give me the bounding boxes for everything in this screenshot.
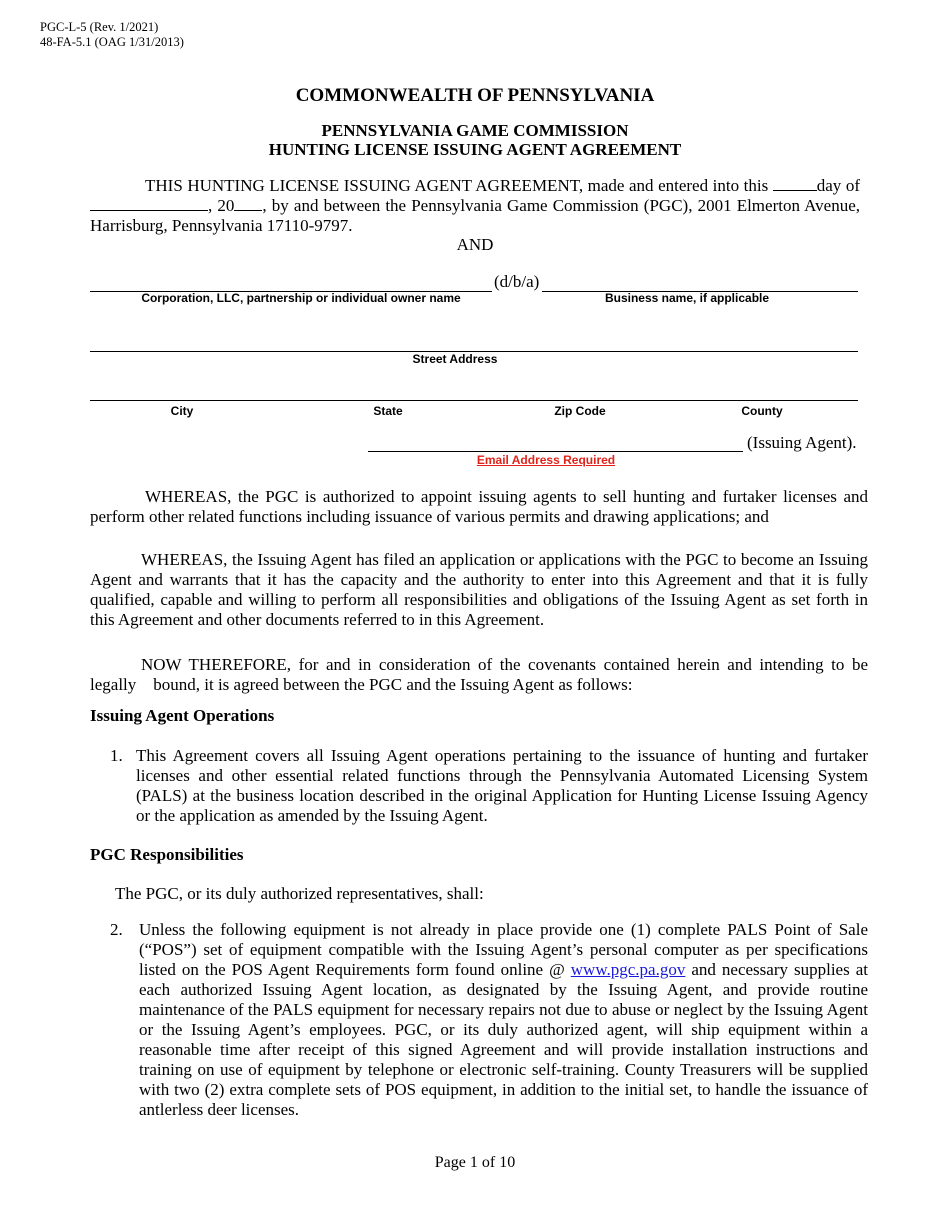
item-2 (110, 920, 868, 1120)
business-name-label: Business name, if applicable (604, 291, 770, 305)
day-blank[interactable] (773, 176, 817, 191)
street-address-label: Street Address (412, 352, 498, 366)
oag-number: 48-FA-5.1 (OAG 1/31/2013) (40, 34, 184, 49)
zip-code-label: Zip Code (554, 404, 606, 418)
item-2-text-b: and necessary supplies at each authorized Issuing Agent location, as designated by the Issuing Agent, and provide routine maintenance of the PALS equipment for necessary repairs not due to abuse or neglect by the Issuing Agent or the Issuing Agent’s employees. PGC, or its duly authorized agent, will ship equipment within a reasonable time after receipt of this signed Agreement and will provide installation instructions and training on use of equipment by telephone or electronic self-training. County Treasurers will be supplied with two (2) extra complete sets of POS equipment, in addition to the initial set, to handle the issuance of antlerless deer licenses. (139, 960, 868, 1119)
item-1-text: This Agreement covers all Issuing Agent operations pertaining to the issuance of hunting and furtaker licenses and other essential related functions through the Pennsylvania Automated Licensing System (PALS) at the business location described in the original Application for Hunting License Issuing Agency or the application as amended by the Issuing Agent. (136, 746, 868, 825)
pgc-website-link[interactable]: www.pgc.pa.gov (570, 960, 686, 979)
form-identifier (40, 20, 184, 49)
state-label: State (373, 404, 403, 418)
item-2-text-a: Unless the following equipment is not already in place provide one (1) complete PALS Point of Sale (“POS”) set of equipment compatible with the Issuing Agent’s personal computer as per specifications listed on the POS Agent Requirements form found online @ (139, 920, 868, 979)
month-blank[interactable] (90, 196, 208, 211)
now-therefore-text: NOW THEREFORE, for and in consideration of the covenants contained herein and intending to be legally bound, it is agreed between the PGC and the Issuing Agent as follows: (90, 655, 873, 694)
email-line[interactable] (368, 451, 743, 452)
issuing-agent-label: (Issuing Agent). (747, 433, 857, 452)
page-number: Page 1 of 10 (434, 1154, 516, 1171)
pgc-responsibilities-heading: PGC Responsibilities (90, 845, 244, 864)
operations-heading: Issuing Agent Operations (90, 706, 275, 725)
intro-paragraph (90, 176, 860, 236)
commission-title: PENNSYLVANIA GAME COMMISSION (321, 121, 629, 140)
intro-part3: , 20 (208, 196, 235, 215)
item-1 (110, 746, 868, 826)
county-label: County (741, 404, 783, 418)
document-title: COMMONWEALTH OF PENNSYLVANIA (295, 85, 655, 106)
item-2-number: 2. (110, 920, 123, 939)
whereas-paragraph-2 (90, 550, 868, 630)
intro-part2: day of (816, 176, 860, 195)
and-label: AND (456, 235, 494, 254)
now-therefore-paragraph (90, 655, 873, 695)
pgc-intro: The PGC, or its duly authorized representatives, shall: (115, 884, 484, 903)
form-number: PGC-L-5 (Rev. 1/2021) (40, 20, 159, 34)
dba-label: (d/b/a) (494, 272, 540, 291)
agreement-title: HUNTING LICENSE ISSUING AGENT AGREEMENT (268, 140, 682, 159)
owner-name-label: Corporation, LLC, partnership or individual owner name (141, 291, 461, 305)
whereas-2-text: WHEREAS, the Issuing Agent has filed an application or applications with the PGC to become an Issuing Agent and warrants that it has the capacity and the authority to enter into this Agreement and that it is fully qualified, capable and willing to perform all responsibilities and obligations of the Issuing Agent as set forth in this Agreement and other documents referred to in this Agreement. (90, 550, 868, 629)
year-blank[interactable] (234, 196, 262, 211)
email-required-label: Email Address Required (476, 453, 616, 467)
item-1-number: 1. (110, 746, 123, 765)
item-2-text (139, 920, 868, 1120)
document-subtitle (0, 121, 950, 159)
whereas-1-text: WHEREAS, the PGC is authorized to appoint issuing agents to sell hunting and furtaker licenses and perform other related functions including issuance of various permits and drawing applications; and (90, 487, 868, 526)
city-label: City (170, 404, 194, 418)
city-state-zip-county-line[interactable] (90, 400, 858, 401)
whereas-paragraph-1 (90, 487, 868, 527)
intro-part4: , by and between the Pennsylvania Game Commission (PGC), 2001 Elmerton Avenue, Harrisburg, Pennsylvania 17110-9797. (90, 196, 861, 235)
intro-part1: THIS HUNTING LICENSE ISSUING AGENT AGREEMENT, made and entered into this (145, 176, 769, 195)
